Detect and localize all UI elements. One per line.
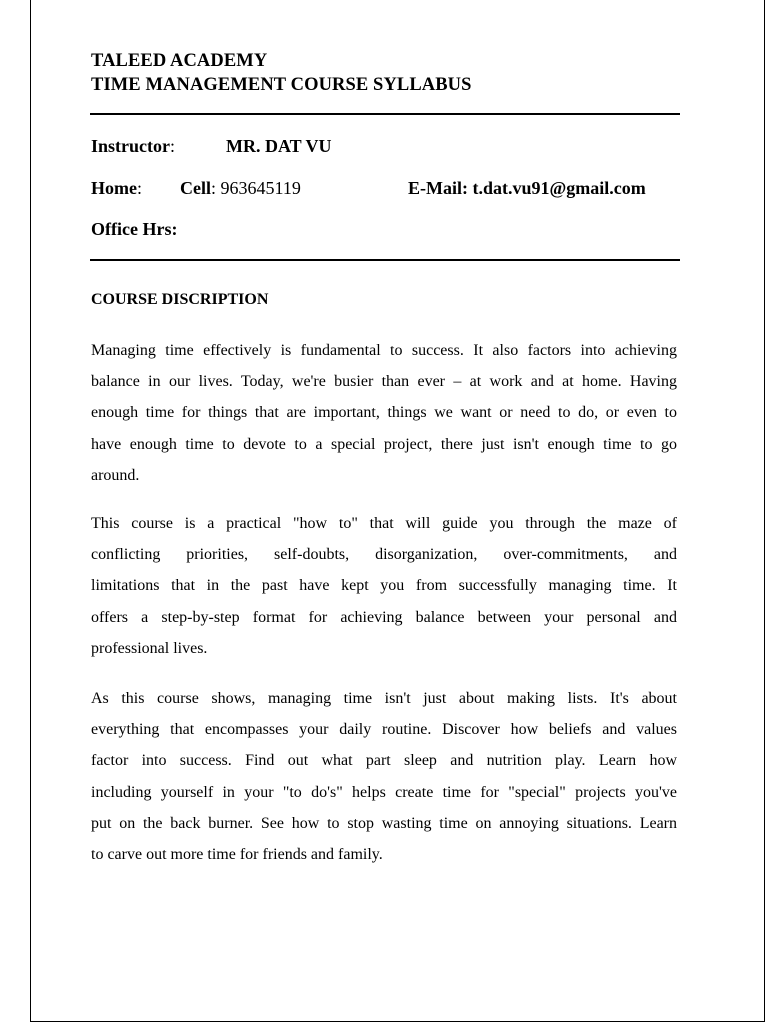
home-label: Home — [91, 178, 137, 198]
header-divider — [90, 113, 680, 115]
paragraph-line: This course is a practical "how to" that will guide you through the maze of — [91, 515, 677, 532]
office-hours-row — [91, 218, 177, 240]
email-value: t.dat.vu91@gmail.com — [472, 178, 646, 198]
paragraph-line: around. — [91, 466, 140, 484]
paragraph-line: put on the back burner. See how to stop wasting time on annoying situations. Learn — [91, 814, 677, 832]
paragraph-line: Managing time effectively is fundamental to success. It also factors into achieving — [91, 342, 677, 359]
info-divider — [90, 259, 680, 261]
office-hours-label: Office Hrs: — [91, 219, 178, 239]
email-label: E-Mail: — [408, 178, 468, 198]
cell-label: Cell — [180, 178, 211, 198]
paragraph-line: limitations that in the past have kept you from successfully managing time. It — [91, 577, 677, 595]
paragraph-3 — [91, 683, 677, 870]
paragraph-2 — [91, 508, 677, 664]
paragraph-line: As this course shows, managing time isn't just about making lists. It's about — [91, 690, 677, 707]
paragraph-line: professional lives. — [91, 639, 208, 657]
paragraph-line: conflicting priorities, self-doubts, disorganization, over-commitments, and — [91, 546, 677, 564]
paragraph-line: balance in our lives. Today, we're busier than ever – at work and at home. Having — [91, 373, 677, 391]
instructor-name: MR. DAT VU — [226, 136, 332, 156]
email-field — [408, 177, 646, 199]
paragraph-line: to carve out more time for friends and family. — [91, 846, 383, 864]
paragraph-line: offers a step-by-step format for achieving balance between your personal and — [91, 608, 677, 626]
paragraph-line: have enough time to devote to a special project, there just isn't enough time to go — [91, 435, 677, 453]
instructor-colon: : — [170, 136, 176, 156]
syllabus-title: TIME MANAGEMENT COURSE SYLLABUS — [91, 75, 472, 95]
instructor-label: Instructor — [91, 136, 170, 156]
cell-value: : 963645119 — [211, 178, 301, 198]
instructor-row — [91, 135, 332, 157]
contact-row — [91, 177, 646, 199]
section-title: COURSE DISCRIPTION — [91, 291, 269, 308]
paragraph-1 — [91, 335, 677, 491]
paragraph-line: including yourself in your "to do's" helps create time for "special" projects you've — [91, 783, 677, 801]
cell-field — [180, 177, 301, 199]
paragraph-line: everything that encompasses your daily routine. Discover how beliefs and values — [91, 721, 677, 739]
paragraph-line: enough time for things that are important, things we want or need to do, or even to — [91, 404, 677, 422]
school-name: TALEED ACADEMY — [91, 51, 268, 71]
home-colon: : — [136, 178, 142, 198]
paragraph-line: factor into success. Find out what part sleep and nutrition play. Learn how — [91, 752, 677, 770]
document-header — [91, 49, 472, 97]
